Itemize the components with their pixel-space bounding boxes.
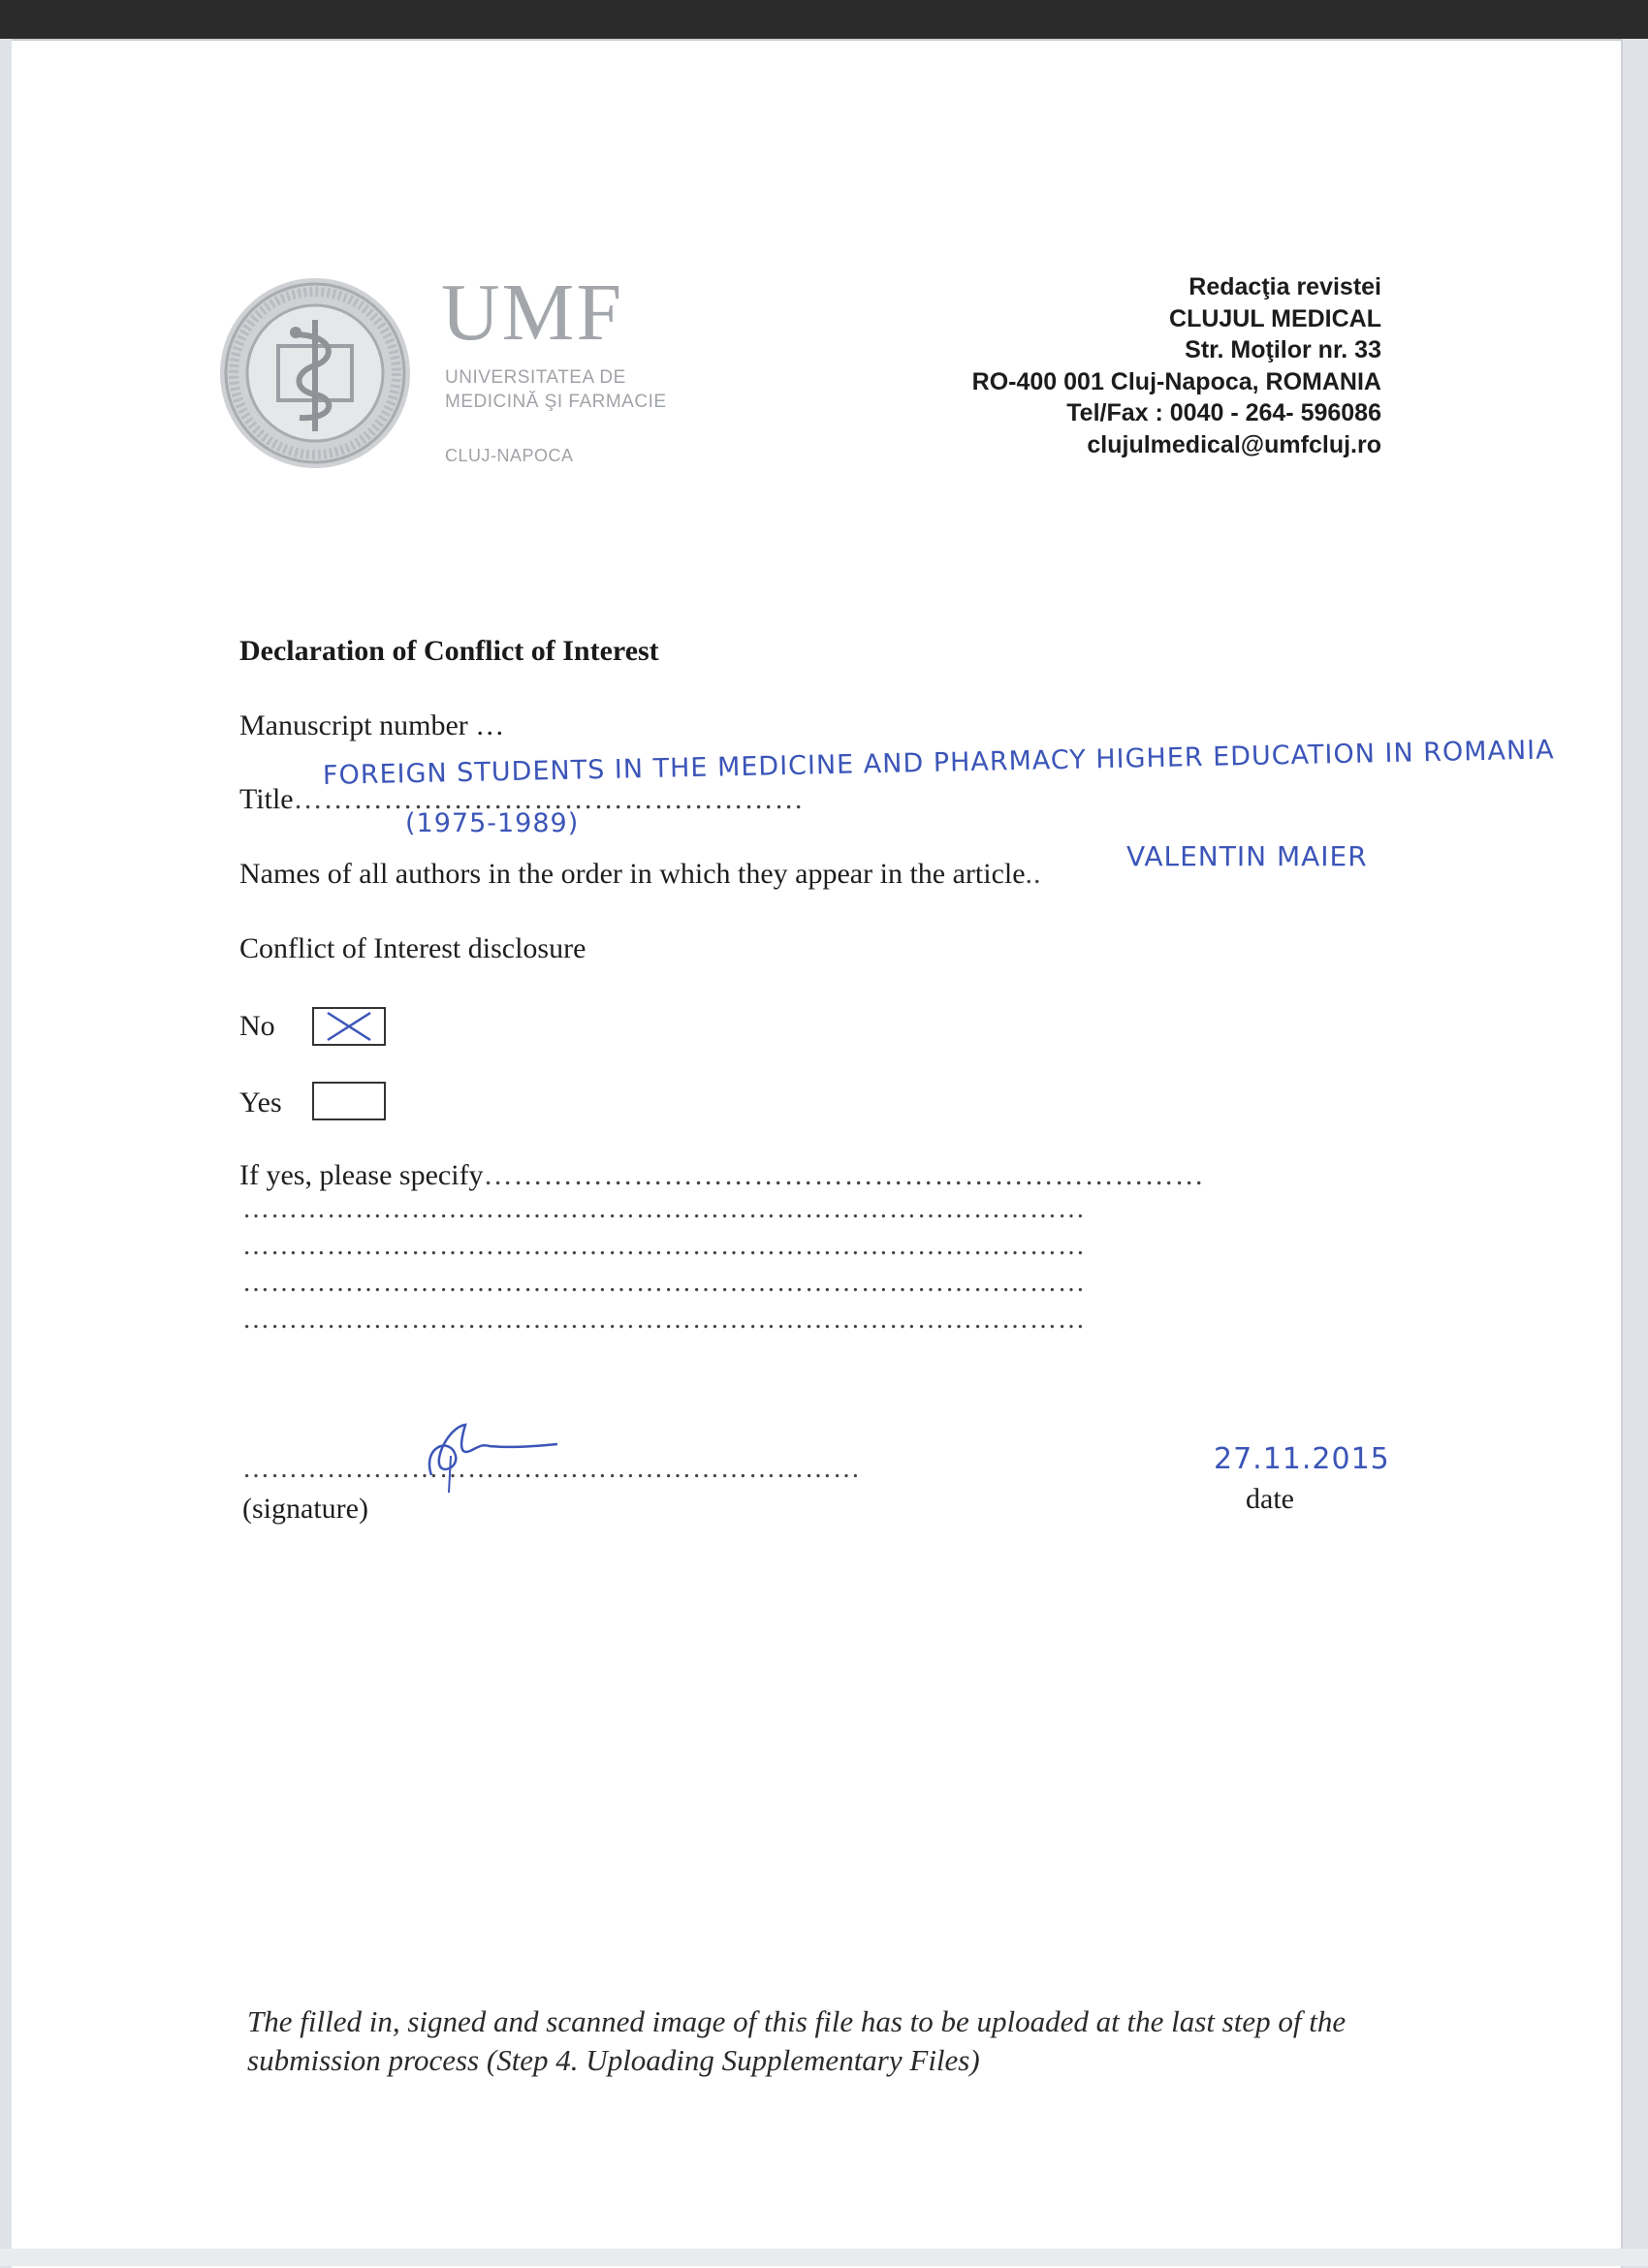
address-line-2: CLUJUL MEDICAL [1169, 304, 1381, 332]
handwritten-signature [412, 1417, 567, 1495]
specify-dotted-line-5: ……………………………………………………………………………… [242, 1305, 1086, 1335]
authors-field [239, 858, 1042, 891]
date-label: date [1246, 1483, 1294, 1515]
logo-subtitle-line-2: MEDICINĂ ŞI FARMACIE [445, 392, 667, 412]
specify-dotted-line-4: ……………………………………………………………………………… [242, 1268, 1086, 1298]
disclosure-label: Conflict of Interest disclosure [239, 932, 586, 964]
checked-x-icon [314, 1009, 384, 1044]
address-line-3: Str. Moţilor nr. 33 [1185, 336, 1381, 363]
yes-option-label: Yes [239, 1087, 282, 1118]
date-handwritten-value: 27.11.2015 [1214, 1442, 1390, 1476]
logo-subtitle-line-1: UNIVERSITATEA DE [445, 367, 626, 388]
specify-dotted-line: ……………………………………………………………… [483, 1159, 1205, 1191]
address-line-1: Redacţia revistei [1188, 273, 1381, 300]
university-logo [218, 268, 722, 489]
journal-address [972, 271, 1381, 460]
signature-dotted-line: ………………………………………………………… [242, 1454, 861, 1484]
signature-label: (signature) [242, 1493, 368, 1525]
no-checkbox[interactable] [312, 1007, 386, 1046]
title-handwritten-years: (1975-1989) [405, 808, 580, 838]
specify-dotted-line-3: ……………………………………………………………………………… [242, 1231, 1086, 1261]
address-line-4: RO-400 001 Cluj-Napoca, ROMANIA [971, 367, 1381, 395]
title-label: Title [239, 783, 294, 815]
form-heading: Declaration of Conflict of Interest [239, 635, 659, 667]
specify-field [239, 1159, 1205, 1192]
title-dotted-line: …………………………………………… [293, 783, 805, 815]
yes-checkbox[interactable] [312, 1082, 386, 1120]
authors-dotted-line: .. [1025, 858, 1042, 890]
scan-edge-bottom [0, 2249, 1648, 2266]
address-line-5: Tel/Fax : 0040 - 264- 596086 [1066, 399, 1381, 426]
logo-city: CLUJ-NAPOCA [445, 446, 574, 465]
specify-dotted-line-2: ……………………………………………………………………………… [242, 1194, 1086, 1224]
upload-instruction-note: The filled in, signed and scanned image of this file has to be uploaded at the last step of the submission process (Step 4. Uploading Supplementary Files) [247, 2004, 1347, 2077]
scan-edge-top [0, 0, 1648, 39]
university-seal-icon [218, 276, 412, 470]
manuscript-number-field: Manuscript number … [239, 709, 505, 741]
title-handwritten-value: FOREIGN STUDENTS IN THE MEDICINE AND PHARMACY HIGHER EDUCATION IN ROMANIA [322, 735, 1555, 791]
address-line-6: clujulmedical@umfcluj.ro [1087, 430, 1381, 458]
no-option-label: No [239, 1010, 275, 1042]
authors-handwritten-value: VALENTIN MAIER [1126, 840, 1368, 872]
specify-label: If yes, please specify [239, 1159, 484, 1191]
logo-subtitle [445, 365, 667, 414]
logo-name: UMF [441, 268, 624, 358]
authors-label: Names of all authors in the order in which they appear in the article [239, 858, 1026, 890]
